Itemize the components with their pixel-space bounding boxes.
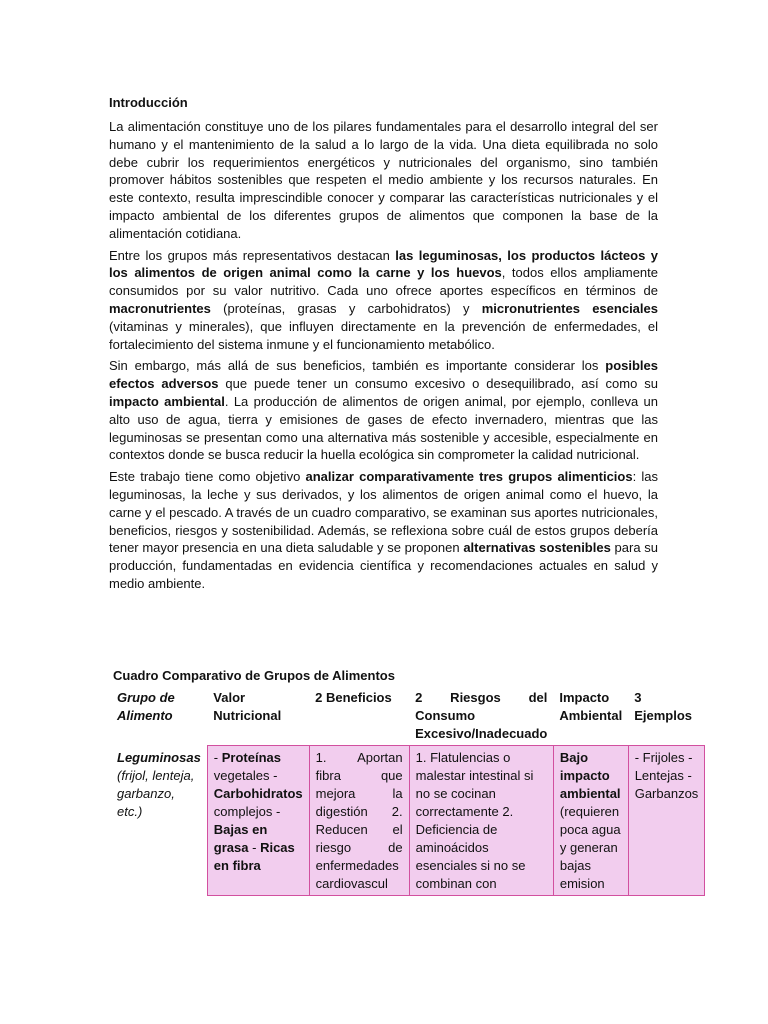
intro-paragraph: Sin embargo, más allá de sus beneficios, también es importante considerar los posibles efectos adversos que puede tener un consumo excesivo o desequilibrado, así como su impacto ambiental. La producción de alimentos de origen animal, por ejemplo, conlleva un alto uso de agua, tierra y emisiones de gases de efecto invernadero, mientras que las leguminosas se presentan como una alternativa más sostenible y accesible, especialmente en contextos donde se busca reducir la huella ecológica sin comprometer la calidad nutricional. bbox=[109, 358, 658, 463]
header-riesgos: 2 Riesgos del Consumo Excesivo/Inadecuado bbox=[415, 690, 548, 741]
intro-paragraph: La alimentación constituye uno de los pilares fundamentales para el desarrollo integral del ser humano y el mantenimiento de la salud a lo largo de la vida. Una dieta equilibrada no solo debe cubrir los requerimientos energéticos y nutricionales del organismo, sino también promover hábitos sostenibles que respeten el medio ambiente y los recursos naturales. En este contexto, resulta imprescindible conocer y comparar las características nutricionales y el impacto ambiental de los diferentes grupos de alimentos que componen la base de la alimentación cotidiana. bbox=[109, 119, 658, 241]
bold-text: Ricas en fibra bbox=[213, 840, 295, 873]
intro-paragraph: Este trabajo tiene como objetivo analizar comparativamente tres grupos alimenticios: las leguminosas, la leche y sus derivados, y los alimentos de origen animal como el huevo, la carne y el pescado. A través de un cuadro comparativo, se examinan sus aportes nutricionales, beneficios, riesgos y sostenibilidad. Además, se reflexiona sobre cuál de estos grupos debería tener mayor presencia en una dieta saludable y se proponen alternativas sostenibles para su producción, fundamentadas en evidencia científica y recomendaciones actuales en salud y medio ambiente. bbox=[109, 469, 659, 591]
cell-impacto: Bajo impacto ambiental (requieren poca agua y generan bajas emision bbox=[553, 746, 628, 896]
document-body bbox=[109, 94, 658, 597]
cell-riesgos: 1. Flatulencias o malestar intestinal si no se cocinan correctamente 2. Deficiencia de aminoácidos esenciales si no se combinan con bbox=[409, 746, 553, 896]
bold-text: alternativas sostenibles bbox=[463, 540, 611, 556]
table-title: Cuadro Comparativo de Grupos de Alimentos bbox=[113, 668, 395, 683]
grupo-detail: (frijol, lenteja, garbanzo, etc.) bbox=[117, 767, 195, 819]
grupo-name: Leguminosas bbox=[117, 749, 201, 765]
bold-text: impacto ambiental bbox=[109, 393, 225, 409]
bold-text: analizar comparativamente tres grupos alimenticios bbox=[305, 469, 633, 485]
header-impacto: Impacto Ambiental bbox=[559, 690, 623, 723]
bold-text: Proteínas bbox=[221, 750, 281, 765]
bold-text: micronutrientes esenciales bbox=[481, 300, 658, 316]
bold-text: las leguminosas, los productos lácteos y los alimentos de origen animal como la carne y los huevos bbox=[109, 247, 658, 281]
bold-text: posibles efectos adversos bbox=[109, 358, 658, 392]
cell-ejemplos: - Frijoles - Lentejas - Garbanzos bbox=[628, 746, 705, 896]
bold-text: Bajas en grasa bbox=[213, 822, 268, 855]
header-ejemplos: 3 Ejemplos bbox=[634, 690, 692, 723]
table-header-row bbox=[111, 686, 705, 746]
intro-heading: Introducción bbox=[109, 95, 188, 110]
table-row bbox=[111, 746, 705, 896]
bold-text: Carbohidratos bbox=[213, 786, 303, 801]
header-grupo: Grupo de Alimento bbox=[117, 690, 175, 723]
cell-grupo bbox=[111, 746, 207, 896]
header-beneficios: 2 Beneficios bbox=[315, 690, 392, 705]
bold-text: Bajo impacto ambiental bbox=[559, 750, 621, 801]
header-valor: Valor Nutricional bbox=[213, 690, 282, 723]
cell-valor: - Proteínas vegetales - Carbohidratos complejos - Bajas en grasa - Ricas en fibra bbox=[207, 746, 309, 896]
intro-paragraph: Entre los grupos más representativos destacan las leguminosas, los productos lácteos y los alimentos de origen animal como la carne y los huevos, todos ellos ampliamente consumidos por su valor nutritivo. Cada uno ofrece aportes específicos en términos de macronutrientes (proteínas, grasas y carbohidratos) y micronutrientes esenciales (vitaminas y minerales), que influyen directamente en la prevención de enfermedades, el fortalecimiento del sistema inmune y el funcionamiento metabólico. bbox=[109, 247, 658, 352]
bold-text: macronutrientes bbox=[109, 300, 211, 316]
comparison-table bbox=[111, 686, 705, 896]
cell-beneficios: 1. Aportan fibra que mejora la digestión 2. Reducen el riesgo de enfermedades cardiovascul bbox=[309, 746, 409, 896]
